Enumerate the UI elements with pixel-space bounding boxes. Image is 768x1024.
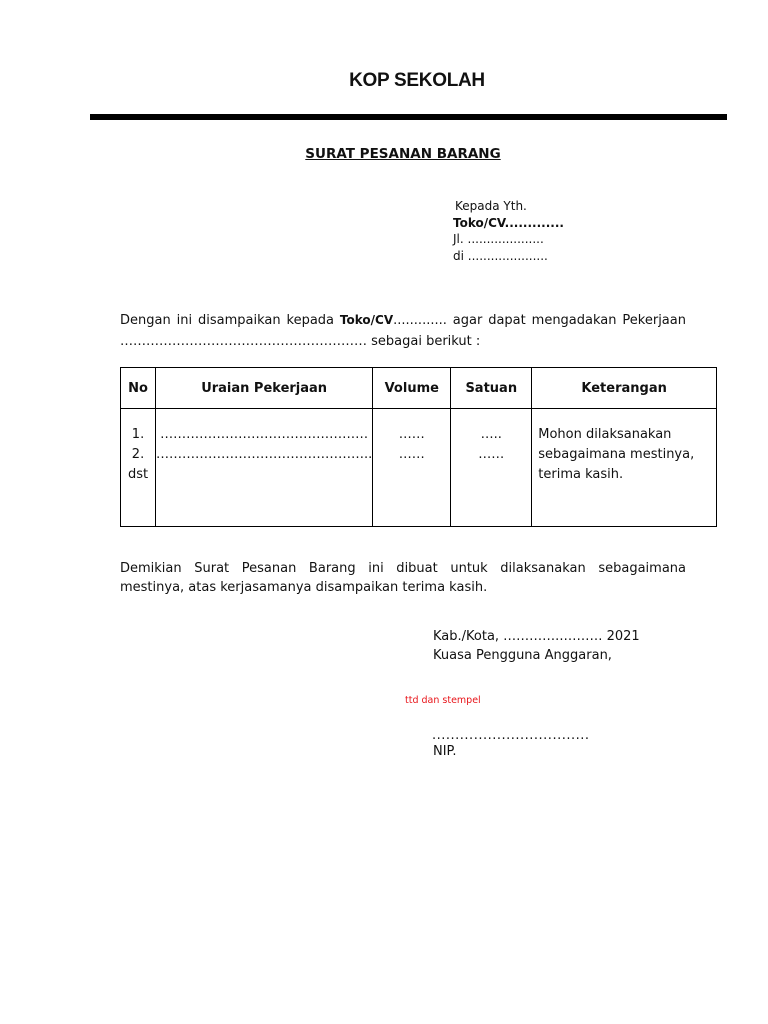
place-date: Kab./Kota, …………..……… 2021 bbox=[433, 629, 640, 644]
satuan-item-2: …… bbox=[478, 447, 505, 462]
intro-text-start: Dengan ini disampaikan kepada bbox=[120, 313, 340, 328]
keterangan-line-1: Mohon dilaksanakan bbox=[538, 427, 672, 442]
cell-keterangan bbox=[532, 409, 717, 527]
uraian-item-2: ………………………………………….. bbox=[156, 447, 373, 462]
document-title: SURAT PESANAN BARANG bbox=[305, 146, 501, 162]
letterhead-rule bbox=[90, 114, 727, 120]
header-keterangan: Keterangan bbox=[532, 368, 717, 409]
recipient-salutation: Kepada Yth. bbox=[455, 199, 527, 213]
table-row bbox=[121, 409, 717, 527]
recipient-city: di ..................... bbox=[453, 248, 548, 263]
signer-name-line: .................................. bbox=[432, 728, 590, 743]
header-satuan: Satuan bbox=[451, 368, 532, 409]
cell-volume bbox=[373, 409, 451, 527]
no-item-2: 2. bbox=[131, 447, 145, 462]
recipient-store: Toko/CV............. bbox=[453, 215, 564, 230]
signature-block bbox=[433, 627, 640, 665]
cell-uraian bbox=[156, 409, 373, 527]
volume-item-2: …… bbox=[398, 447, 425, 462]
order-table bbox=[120, 367, 717, 527]
no-item-1: 1. bbox=[131, 427, 145, 442]
cell-no bbox=[121, 409, 156, 527]
recipient-street: Jl. .................... bbox=[453, 232, 544, 246]
intro-paragraph bbox=[120, 310, 686, 352]
no-item-3: dst bbox=[127, 467, 149, 482]
header-no: No bbox=[121, 368, 156, 409]
signer-nip: NIP. bbox=[433, 744, 457, 759]
header-volume: Volume bbox=[373, 368, 451, 409]
volume-item-1: …… bbox=[398, 427, 425, 442]
closing-paragraph: Demikian Surat Pesanan Barang ini dibuat untuk dilaksanakan sebagaimana mestinya, atas kerjasamanya disampaikan terima kasih. bbox=[120, 561, 686, 595]
signer-role: Kuasa Pengguna Anggaran, bbox=[433, 648, 612, 663]
ttd-stamp-note: ttd dan stempel bbox=[405, 695, 481, 706]
cell-satuan bbox=[451, 409, 532, 527]
recipient-block bbox=[453, 198, 564, 264]
school-letterhead: KOP SEKOLAH bbox=[349, 70, 485, 91]
intro-text-end: ............. agar dapat mengadakan Pekerjaan ………………………………………………… sebagai berikut : bbox=[120, 313, 686, 349]
uraian-item-1: ………………………………………… bbox=[160, 427, 369, 442]
intro-store-label: Toko/CV bbox=[339, 313, 394, 327]
header-uraian: Uraian Pekerjaan bbox=[156, 368, 373, 409]
keterangan-line-2: sebagaimana mestinya, bbox=[538, 447, 695, 462]
satuan-item-1: ….. bbox=[480, 427, 502, 442]
keterangan-line-3: terima kasih. bbox=[538, 467, 624, 482]
table-header-row bbox=[121, 368, 717, 409]
